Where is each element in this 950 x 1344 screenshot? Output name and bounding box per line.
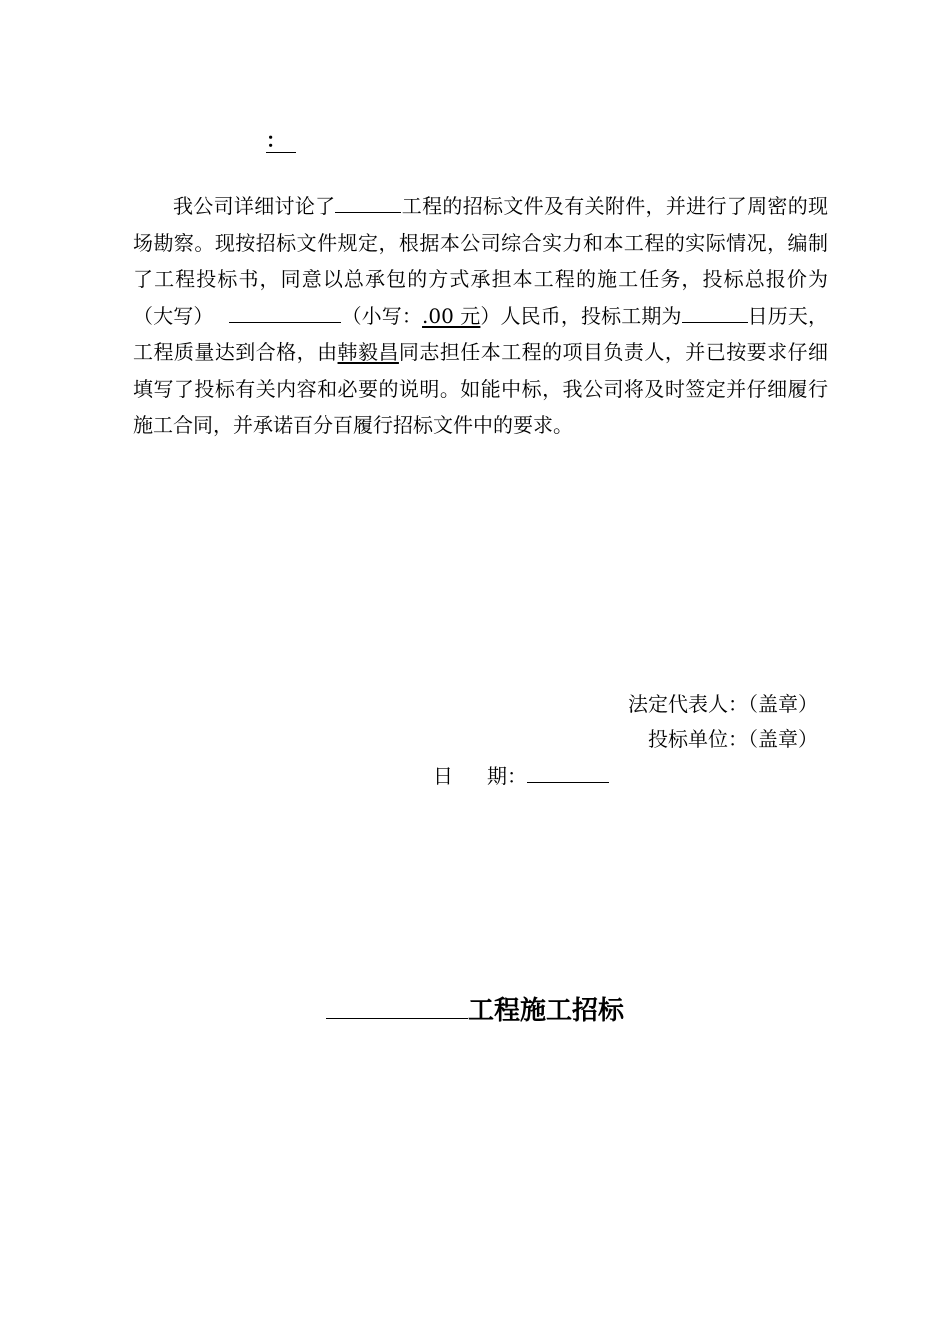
footer-title-text: 工程施工招标 — [467, 996, 624, 1026]
text-run: 工程的招标文件及有关附件，并进行了周密的现场勘察。现按招标文件规定，根据本公司综合实力和本工程的实际情况，编制了工程投标书，同意以总承包的方式承担本工程的施工任务，投标总报价为（大写） — [133, 194, 829, 328]
text-run: （小写： — [341, 303, 423, 328]
legal-representative-line: 法定代表人：（盖章） — [628, 692, 818, 716]
letter-body — [133, 188, 828, 444]
bidder-line: 投标单位：（盖章） — [648, 727, 818, 751]
price-words-blank — [229, 300, 341, 323]
letter-paragraph — [133, 188, 828, 444]
salutation: ： — [266, 126, 296, 154]
project-manager-name: 韩毅昌 — [337, 340, 399, 364]
text-run: 我公司详细讨论了 — [173, 194, 336, 218]
date-label-2: 期： — [487, 764, 527, 788]
footer-title — [0, 988, 950, 1031]
duration-blank — [682, 300, 748, 323]
date-blank — [527, 760, 609, 783]
date-label-1: 日 — [433, 764, 453, 788]
price-small-value: .00 元 — [422, 303, 481, 328]
date-line — [433, 760, 609, 790]
title-blank — [326, 988, 468, 1019]
text-run: ）人民币，投标工期为 — [480, 303, 682, 328]
project-name-blank — [335, 190, 401, 213]
text-run: 同志担任本工程的项目负责人，并已按要求仔细填写了投标有关内容和必要的说明。如能中标，我公司将及时签定并仔细履行施工合同，并承诺百分百履行招标文件中的要求。 — [133, 340, 829, 437]
text-run: 日历天，工程质量达到合格，由 — [133, 303, 829, 364]
